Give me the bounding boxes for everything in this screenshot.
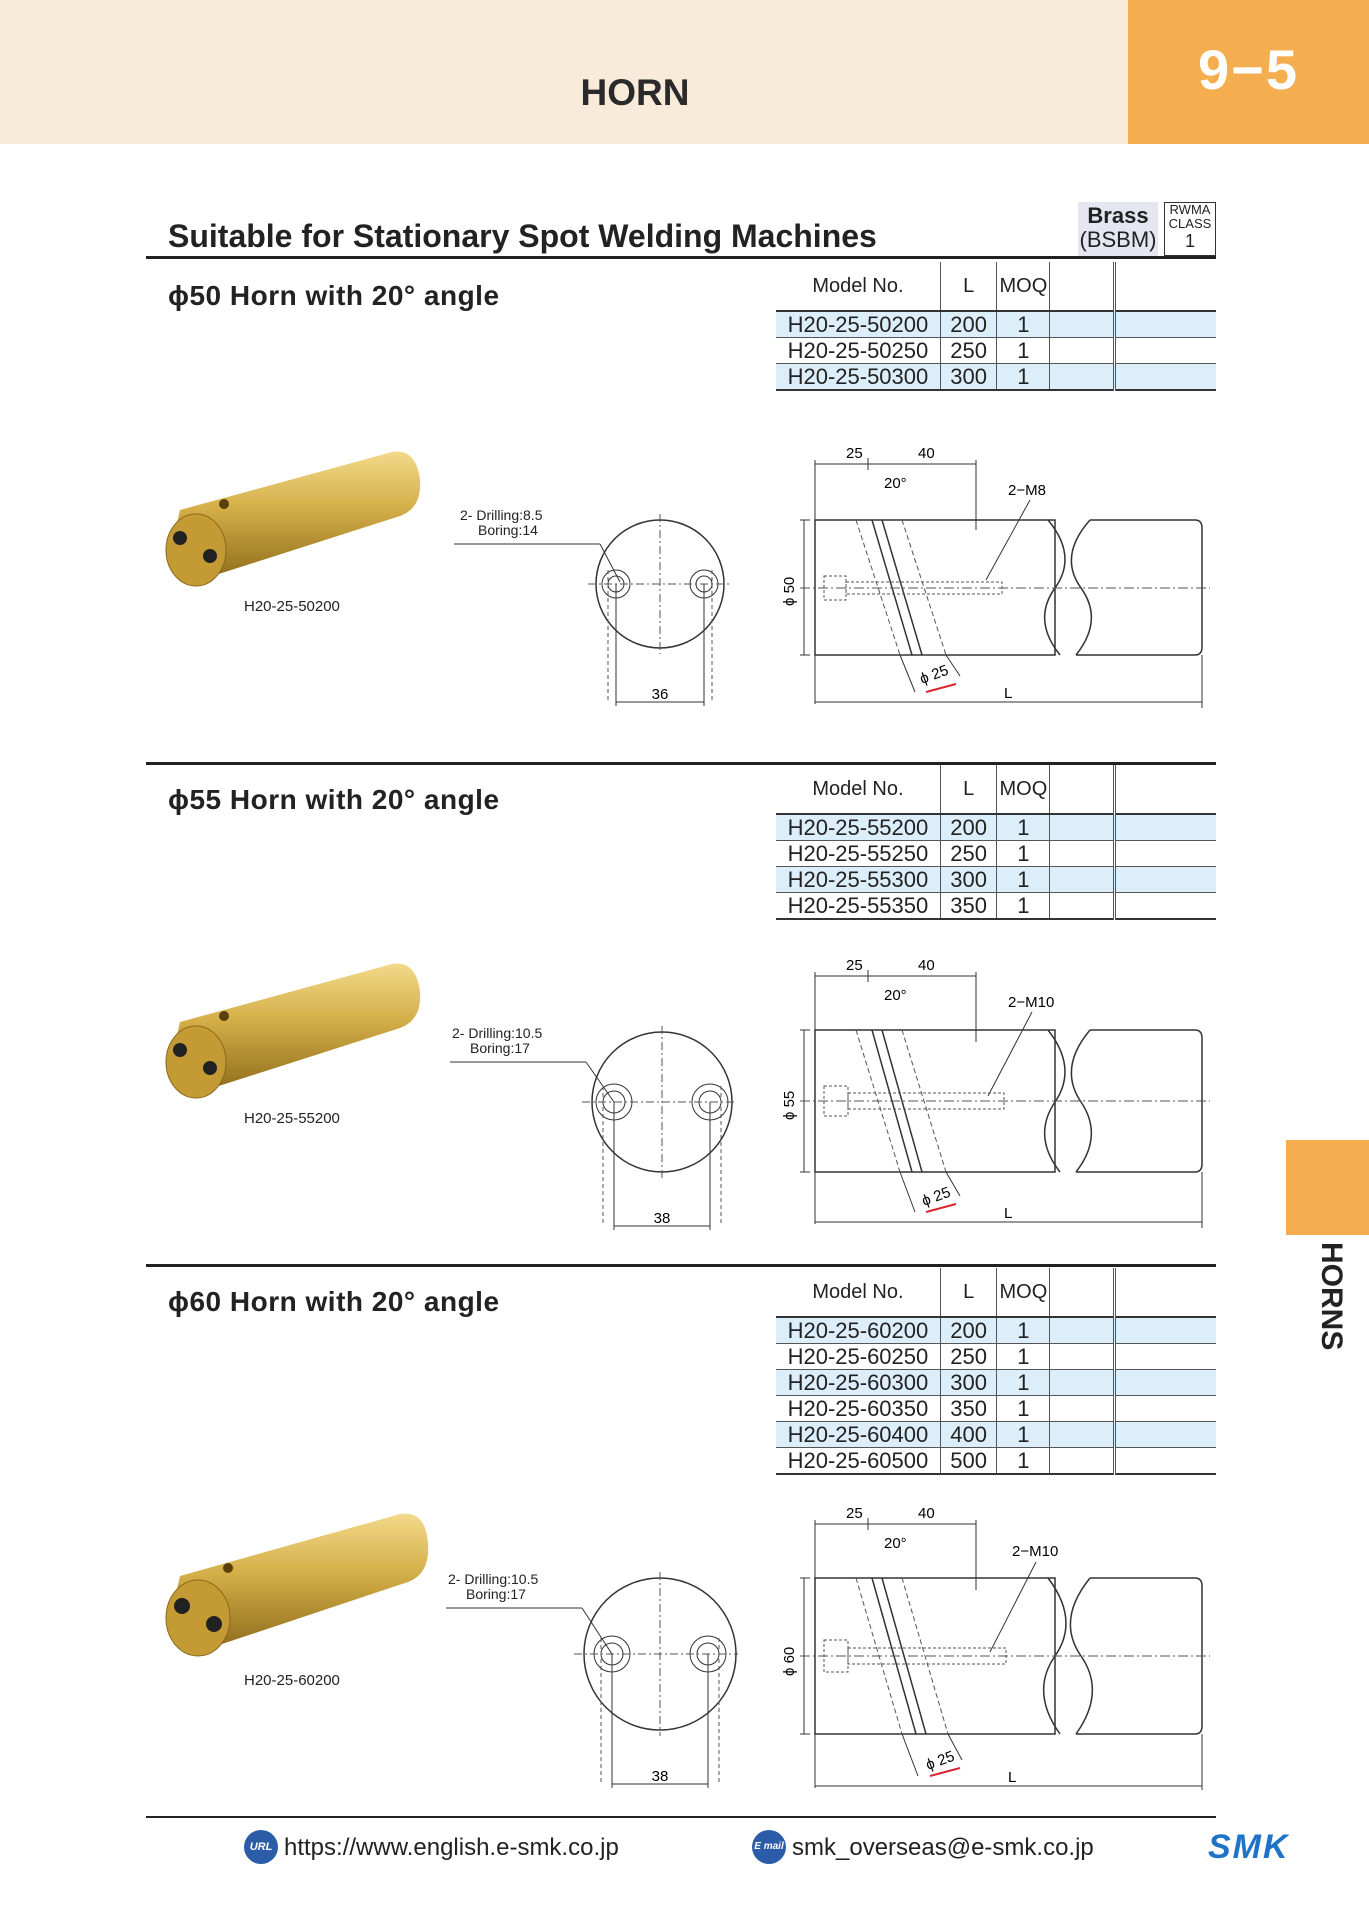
website-link[interactable]: https://www.english.e-smk.co.jp xyxy=(284,1834,619,1861)
model-no: H20-25-60400 xyxy=(776,1422,940,1448)
product-photo xyxy=(160,952,430,1112)
drilling-spec: 2- Drilling:10.5 xyxy=(448,1571,539,1587)
length-dim: L xyxy=(1004,685,1013,702)
pitch-dim: 38 xyxy=(653,1210,671,1227)
length: 300 xyxy=(940,364,997,391)
moq: 1 xyxy=(997,1317,1050,1344)
length: 200 xyxy=(940,1317,997,1344)
diameter-dim: ϕ 50 xyxy=(781,576,798,606)
length: 350 xyxy=(940,1396,997,1422)
table-row xyxy=(776,867,1216,893)
bore-dim: ϕ 25 xyxy=(919,1183,953,1210)
dim-25: 25 xyxy=(846,445,863,462)
bore-dim: ϕ 25 xyxy=(923,1747,957,1774)
length-dim: L xyxy=(1008,1769,1017,1786)
col-header-model: Model No. xyxy=(776,1268,940,1317)
email-icon: E mail xyxy=(752,1830,786,1864)
dim-40: 40 xyxy=(918,1505,935,1522)
moq: 1 xyxy=(997,893,1050,920)
rwma-class-badge xyxy=(1164,202,1216,256)
drilling-spec: 2- Drilling:8.5 xyxy=(460,507,543,523)
model-no: H20-25-50250 xyxy=(776,338,940,364)
length: 200 xyxy=(940,311,997,338)
bore-dim: ϕ 25 xyxy=(917,661,951,688)
table-row xyxy=(776,311,1216,338)
moq: 1 xyxy=(997,867,1050,893)
length: 300 xyxy=(940,1370,997,1396)
col-header-length: L xyxy=(940,765,997,814)
length-dim: L xyxy=(1004,1205,1013,1222)
model-no: H20-25-60300 xyxy=(776,1370,940,1396)
angle-dim: 20° xyxy=(884,1535,907,1552)
col-header-moq: MOQ xyxy=(997,765,1050,814)
moq: 1 xyxy=(997,1370,1050,1396)
section-title: ϕ50 Horn with 20° angle xyxy=(168,280,500,311)
moq: 1 xyxy=(997,814,1050,841)
drilling-spec: 2- Drilling:10.5 xyxy=(452,1025,543,1041)
table-row xyxy=(776,893,1216,920)
dim-25: 25 xyxy=(846,1505,863,1522)
table-row xyxy=(776,1448,1216,1475)
model-no: H20-25-55300 xyxy=(776,867,940,893)
side-view-drawing xyxy=(760,1500,1215,1792)
col-header-model: Model No. xyxy=(776,765,940,814)
length: 350 xyxy=(940,893,997,920)
model-no: H20-25-60350 xyxy=(776,1396,940,1422)
model-no: H20-25-55200 xyxy=(776,814,940,841)
rwma-line2: CLASS xyxy=(1168,216,1212,231)
pitch-dim: 38 xyxy=(651,1768,669,1785)
moq: 1 xyxy=(997,364,1050,391)
model-no: H20-25-50300 xyxy=(776,364,940,391)
boring-spec: Boring:14 xyxy=(478,522,538,538)
model-table xyxy=(776,765,1216,920)
moq: 1 xyxy=(997,1396,1050,1422)
section-rule xyxy=(146,1264,1216,1267)
col-header-moq: MOQ xyxy=(997,262,1050,311)
table-row xyxy=(776,338,1216,364)
material-badge xyxy=(1078,202,1158,256)
material-name: Brass xyxy=(1087,203,1149,228)
model-no: H20-25-50200 xyxy=(776,311,940,338)
length: 500 xyxy=(940,1448,997,1475)
photo-label: H20-25-55200 xyxy=(244,1110,340,1127)
table-row xyxy=(776,841,1216,867)
diameter-dim: ϕ 55 xyxy=(781,1090,798,1120)
footer-rule xyxy=(146,1816,1216,1818)
table-row xyxy=(776,1370,1216,1396)
photo-label: H20-25-50200 xyxy=(244,598,340,615)
end-view-drawing xyxy=(450,507,730,710)
model-no: H20-25-60200 xyxy=(776,1317,940,1344)
dim-25: 25 xyxy=(846,957,863,974)
moq: 1 xyxy=(997,1422,1050,1448)
end-view-drawing xyxy=(446,1024,736,1234)
model-no: H20-25-55250 xyxy=(776,841,940,867)
boring-spec: Boring:17 xyxy=(470,1040,530,1056)
section-title: ϕ55 Horn with 20° angle xyxy=(168,784,500,815)
boring-spec: Boring:17 xyxy=(466,1586,526,1602)
product-photo xyxy=(160,1502,440,1672)
product-photo xyxy=(160,440,430,600)
dim-40: 40 xyxy=(918,957,935,974)
rwma-class-value: 1 xyxy=(1184,231,1195,251)
table-row xyxy=(776,1422,1216,1448)
length: 250 xyxy=(940,1344,997,1370)
photo-label: H20-25-60200 xyxy=(244,1672,340,1689)
pitch-dim: 36 xyxy=(651,686,669,703)
side-tab-text: HORNS xyxy=(1315,1242,1349,1351)
col-header-length: L xyxy=(940,1268,997,1317)
moq: 1 xyxy=(997,311,1050,338)
moq: 1 xyxy=(997,338,1050,364)
section-title: ϕ60 Horn with 20° angle xyxy=(168,1286,500,1317)
col-header-blank xyxy=(1115,262,1216,311)
length: 400 xyxy=(940,1422,997,1448)
moq: 1 xyxy=(997,1448,1050,1475)
moq: 1 xyxy=(997,1344,1050,1370)
model-table xyxy=(776,262,1216,391)
side-tab xyxy=(1286,1140,1369,1235)
page-number: 9−5 xyxy=(1128,0,1369,144)
material-code: (BSBM) xyxy=(1079,227,1157,252)
dim-40: 40 xyxy=(918,445,935,462)
length: 300 xyxy=(940,867,997,893)
table-row xyxy=(776,364,1216,391)
side-tab-label xyxy=(1310,1240,1350,1370)
model-no: H20-25-60500 xyxy=(776,1448,940,1475)
col-header-length: L xyxy=(940,262,997,311)
rwma-line1: RWMA xyxy=(1169,202,1211,217)
email-link[interactable]: smk_overseas@e-smk.co.jp xyxy=(792,1834,1094,1861)
model-table xyxy=(776,1268,1216,1475)
length: 250 xyxy=(940,338,997,364)
subtitle-rule xyxy=(146,256,1216,259)
angle-dim: 20° xyxy=(884,475,907,492)
thread-spec: 2−M10 xyxy=(1008,994,1055,1011)
page-title: HORN xyxy=(580,72,690,113)
col-header-moq: MOQ xyxy=(997,1268,1050,1317)
url-icon: URL xyxy=(244,1830,278,1864)
side-view-drawing xyxy=(760,952,1215,1230)
length: 250 xyxy=(940,841,997,867)
model-no: H20-25-60250 xyxy=(776,1344,940,1370)
col-header-blank xyxy=(1050,262,1115,311)
table-row xyxy=(776,1396,1216,1422)
col-header-model: Model No. xyxy=(776,262,940,311)
diameter-dim: ϕ 60 xyxy=(781,1646,798,1676)
smk-logo: SMK xyxy=(1208,1828,1290,1866)
thread-spec: 2−M10 xyxy=(1012,1543,1059,1560)
length: 200 xyxy=(940,814,997,841)
angle-dim: 20° xyxy=(884,987,907,1004)
moq: 1 xyxy=(997,841,1050,867)
table-row xyxy=(776,814,1216,841)
model-no: H20-25-55350 xyxy=(776,893,940,920)
page-subtitle: Suitable for Stationary Spot Welding Machines xyxy=(168,218,877,254)
table-row xyxy=(776,1317,1216,1344)
side-view-drawing xyxy=(760,440,1215,710)
end-view-drawing xyxy=(442,1570,742,1792)
thread-spec: 2−M8 xyxy=(1008,482,1046,499)
table-row xyxy=(776,1344,1216,1370)
